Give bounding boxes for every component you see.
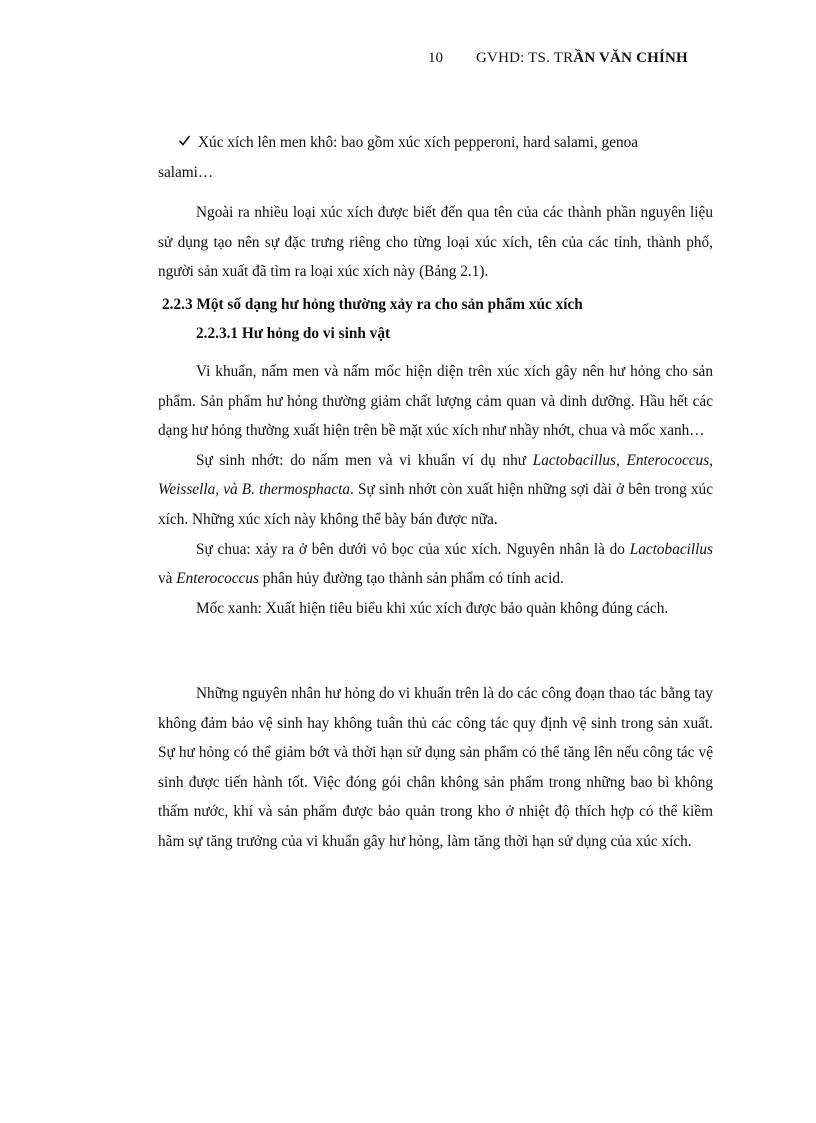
slime-species: Lactobacillus, Enterococcus, Weissella, và B. thermosphacta [158,451,713,499]
section-heading-2-2-3-1: 2.2.3.1 Hư hỏng do vi sinh vật [196,325,391,342]
supervisor-line [476,50,688,67]
paragraph-intro: Ngoài ra nhiều loại xúc xích được biết đến qua tên của các thành phần nguyên liệu sử dụng tạo nên sự đặc trưng riêng cho từng loại xúc xích, tên của các tỉnh, thành phố, người sản xuất đã tìm ra loại xúc xích này (Bảng 2.1). [158,204,713,281]
microbes-block [158,357,713,623]
paragraph-causes: Những nguyên nhân hư hỏng do vi khuẩn trên là do các công đoạn thao tác bằng tay không đảm bảo vệ sinh hay không tuân thủ các công tác quy định vệ sinh trong sản xuất. Sự hư hỏng có thể giảm bớt và thời hạn sử dụng sản phẩm có thể tăng lên nếu công tác vệ sinh được tiến hành tốt. Việc đóng gói chân không sản phẩm trong những bao bì không thấm nước, khí và sản phẩm được bảo quản trong kho ở nhiệt độ thích hợp có thể kiềm hãm sự tăng trưởng của vi khuẩn gây hư hỏng, làm tăng thời hạn sử dụng của xúc xích. [158,685,713,850]
sour-mid: và [158,570,177,588]
bullet-text-line1: Xúc xích lên men khô: bao gồm xúc xích pepperoni, hard salami, genoa [198,134,639,151]
paragraph-mold: Mốc xanh: Xuất hiện tiêu biểu khi xúc xích được bảo quản không đúng cách. [196,599,669,617]
bullet-dry-fermented [158,128,713,187]
paragraph-sour [158,535,713,594]
bullet-item [158,128,713,158]
subheading-block [196,320,751,348]
supervisor-name-bold: ẦN VĂN CHÍNH [573,50,688,66]
paragraph-slime [158,446,713,535]
paragraph-microbes: Vi khuẩn, nấm men và nấm mốc hiện diện trên xúc xích gây nên hư hỏng cho sản phẩm. Sản phẩm hư hỏng thường giảm chất lượng cảm quan và dinh dưỡng. Hầu hết các dạng hư hỏng thường xuất hiện trên bề mặt xúc xích như nhầy nhớt, chua và mốc xanh… [158,363,713,440]
sour-species-2: Enterococcus [176,570,259,588]
sour-tail: phân hủy đường tạo thành sản phẩm có tính acid. [258,570,564,588]
supervisor-prefix: GVHD: TS. TR [476,50,574,66]
heading-block [162,291,717,319]
slime-tail: . Sự sinh nhớt còn xuất hiện những sợi dài ở bên trong xúc xích. Những xúc xích này không thể bày bán được nữa. [158,481,713,528]
causes-block [158,679,713,857]
bullet-text-line2: salami… [158,163,214,181]
check-mark-icon [178,128,194,158]
section-heading-2-2-3: 2.2.3 Một số dạng hư hỏng thường xảy ra cho sản phẩm xúc xích [162,296,583,313]
intro-block [158,198,713,287]
page-number: 10 [428,50,443,66]
sour-lead: Sự chua: xảy ra ở bên dưới vỏ bọc của xúc xích. Nguyên nhân là do [196,540,630,558]
slime-lead: Sự sinh nhớt: do nấm men và vi khuẩn ví dụ như [196,451,533,469]
sour-species-1: Lactobacillus [629,540,713,558]
